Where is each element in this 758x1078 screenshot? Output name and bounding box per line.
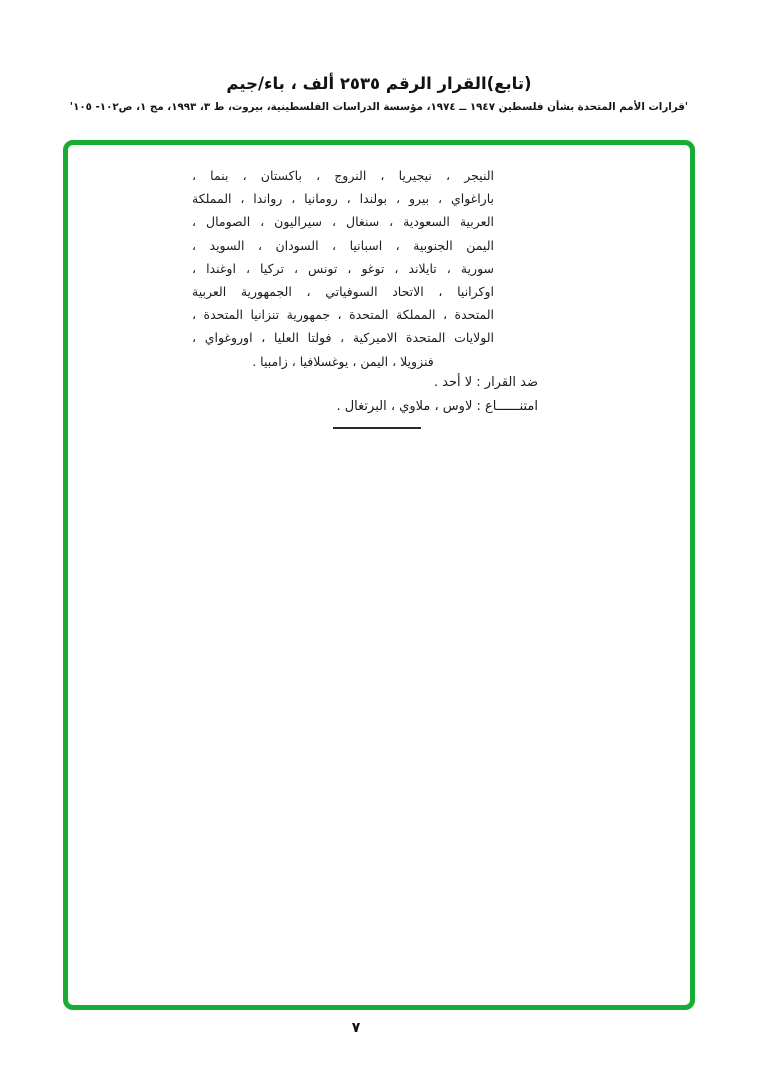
page-footer-number: ٧ <box>351 1020 361 1036</box>
countries-line: الولايات المتحدة الاميركية ، فولتا العليا ، اوروغواي ، <box>192 330 494 346</box>
countries-line: فنزويلا ، اليمن ، يوغسلافيا ، زامبيا . <box>252 353 434 369</box>
countries-line: باراغواي ، بيرو ، بولندا ، رومانيا ، رواندا ، المملكة <box>192 191 494 207</box>
resolution-title: (تابع)القرار الرقم ٢٥٣٥ ألف ، باء/جيم <box>226 74 532 93</box>
vote-abstain-line: امتنــــــاع : لاوس ، ملاوي ، البرتغال . <box>336 399 538 414</box>
countries-line: النيجر ، نيجيريا ، النروج ، باكستان ، بنما ، <box>192 168 494 183</box>
source-citation: 'قرارات الأمم المتحدة بشأن فلسطين ١٩٤٧ ــ ١٩٧٤، مؤسسة الدراسات الفلسطينية، بيروت، ط ٣، ١٩٩٣، مج ١، ص١٠٢- ١٠٥' <box>69 101 689 113</box>
vote-against-line: ضد القرار : لا أحد . <box>433 375 538 390</box>
annotation-border-box <box>63 140 695 1010</box>
countries-line: المتحدة ، المملكة المتحدة ، جمهورية تنزانيا المتحدة ، <box>192 307 494 323</box>
countries-line: العربية السعودية ، سنغال ، سيراليون ، الصومال ، <box>192 214 494 230</box>
countries-paragraph <box>192 164 494 373</box>
section-divider <box>333 427 421 429</box>
countries-line: سورية ، تايلاند ، توغو ، تونس ، تركيا ، اوغندا ، <box>192 260 494 276</box>
countries-line: اوكرانيا ، الاتحاد السوفياتي ، الجمهورية العربية <box>192 283 494 299</box>
countries-line: اليمن الجنوبية ، اسبانيا ، السودان ، السويد ، <box>192 237 494 253</box>
